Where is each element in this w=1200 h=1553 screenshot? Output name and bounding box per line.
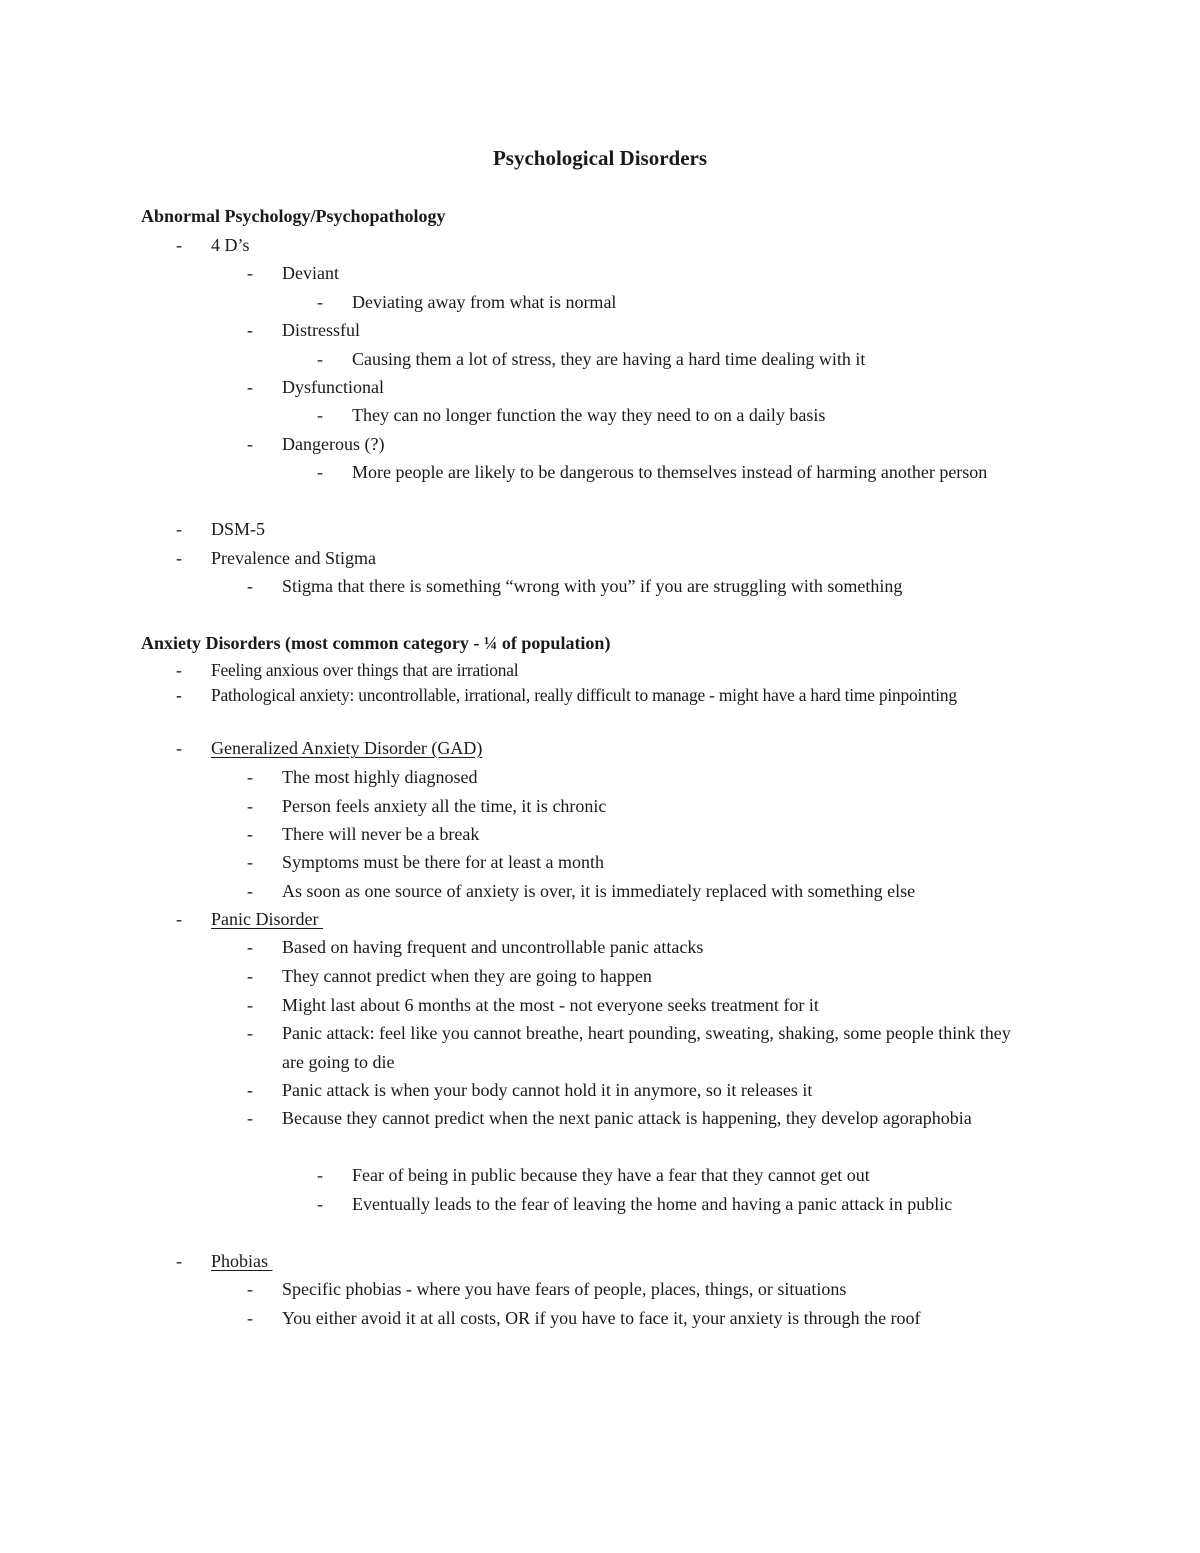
list-item-text: Deviating away from what is normal [352, 292, 617, 312]
list-item [247, 1304, 1077, 1333]
list-item-text-panic-disorder: Panic Disorder [211, 909, 323, 929]
bullet-dash: - [176, 548, 182, 568]
bullet-dash: - [176, 738, 182, 758]
list-item-text: Deviant [282, 263, 339, 283]
list-item-text: The most highly diagnosed [282, 767, 478, 787]
bullet-dash: - [176, 519, 182, 539]
list-item [247, 430, 1077, 459]
list-item-text: DSM-5 [211, 519, 266, 539]
list-item-text: Stigma that there is something “wrong with you” if you are struggling with something [282, 576, 903, 596]
list-item [176, 682, 1016, 708]
list-item [247, 1275, 1077, 1304]
list-item [317, 401, 1077, 430]
bullet-dash: - [247, 966, 253, 986]
bullet-dash: - [176, 909, 182, 929]
bullet-dash: - [176, 1251, 182, 1271]
bullet-dash: - [247, 852, 253, 872]
list-item [247, 933, 1077, 962]
list-item-text: Feeling anxious over things that are irrational [211, 660, 519, 680]
list-item [317, 345, 1077, 374]
list-item-text: They cannot predict when they are going to happen [282, 966, 652, 986]
list-item-text-phobias: Phobias [211, 1251, 273, 1271]
list-item [247, 259, 1077, 288]
list-item-text: Panic attack: feel like you cannot breathe, heart pounding, sweating, shaking, some people think they are going to die [282, 1023, 1011, 1072]
list-item [176, 657, 1076, 683]
bullet-dash: - [317, 292, 323, 312]
bullet-dash: - [247, 881, 253, 901]
bullet-dash: - [247, 995, 253, 1015]
bullet-dash: - [247, 767, 253, 787]
section-heading-abnormal-psychology: Abnormal Psychology/Psychopathology [141, 206, 446, 226]
bullet-dash: - [317, 462, 323, 482]
list-item [176, 544, 1076, 573]
bullet-dash: - [176, 235, 182, 255]
bullet-dash: - [247, 377, 253, 397]
bullet-dash: - [317, 405, 323, 425]
list-item-text: Causing them a lot of stress, they are having a hard time dealing with it [352, 349, 866, 369]
bullet-dash: - [176, 685, 182, 705]
list-item [247, 962, 1077, 991]
list-item [247, 792, 1077, 821]
bullet-dash: - [317, 1165, 323, 1185]
list-item-text: Might last about 6 months at the most - not everyone seeks treatment for it [282, 995, 819, 1015]
list-item-text: Panic attack is when your body cannot hold it in anymore, so it releases it [282, 1080, 813, 1100]
list-item [317, 288, 1077, 317]
list-item-text: As soon as one source of anxiety is over, it is immediately replaced with something else [282, 881, 916, 901]
section-heading-anxiety-disorders: Anxiety Disorders (most common category - ¼ of population) [141, 633, 611, 653]
list-item [247, 877, 1077, 906]
bullet-dash: - [247, 1308, 253, 1328]
list-item [247, 848, 1077, 877]
list-item [247, 1019, 1017, 1076]
list-item [317, 1190, 1027, 1219]
bullet-dash: - [247, 937, 253, 957]
list-item [247, 1076, 1077, 1105]
list-item-text: Pathological anxiety: uncontrollable, irrational, really difficult to manage - might have a hard time pinpointing [211, 685, 957, 705]
list-item [176, 905, 1076, 934]
list-item [247, 316, 1077, 345]
page-title: Psychological Disorders [492, 146, 708, 170]
bullet-dash: - [247, 576, 253, 596]
bullet-dash: - [247, 1279, 253, 1299]
list-item-text: You either avoid it at all costs, OR if you have to face it, your anxiety is through the roof [282, 1308, 921, 1328]
list-item-text: Prevalence and Stigma [211, 548, 376, 568]
list-item-text: Distressful [282, 320, 360, 340]
list-item-text: Eventually leads to the fear of leaving the home and having a panic attack in public [352, 1194, 953, 1214]
bullet-dash: - [317, 349, 323, 369]
list-item [176, 515, 1076, 544]
bullet-dash: - [247, 320, 253, 340]
bullet-dash: - [247, 796, 253, 816]
list-item [317, 1161, 1077, 1190]
list-item [247, 763, 1077, 792]
bullet-dash: - [317, 1194, 323, 1214]
bullet-dash: - [247, 824, 253, 844]
list-item-text: Dysfunctional [282, 377, 384, 397]
list-item-text: Symptoms must be there for at least a month [282, 852, 604, 872]
list-item [247, 373, 1077, 402]
bullet-dash: - [247, 263, 253, 283]
list-item-text: Because they cannot predict when the next panic attack is happening, they develop agoraphobia [282, 1108, 972, 1128]
list-item-text: Fear of being in public because they have a fear that they cannot get out [352, 1165, 870, 1185]
list-item [247, 820, 1077, 849]
list-item-text-gad: Generalized Anxiety Disorder (GAD) [211, 738, 483, 758]
list-item-text: 4 D’s [211, 235, 250, 255]
list-item [317, 458, 1057, 487]
list-item [247, 1104, 1017, 1133]
list-item [176, 1247, 1076, 1276]
bullet-dash: - [247, 1108, 253, 1128]
bullet-dash: - [247, 434, 253, 454]
list-item-text: More people are likely to be dangerous to themselves instead of harming another person [352, 462, 988, 482]
bullet-dash: - [247, 1080, 253, 1100]
list-item-text: Person feels anxiety all the time, it is chronic [282, 796, 607, 816]
list-item-text: There will never be a break [282, 824, 480, 844]
list-item-text: They can no longer function the way they need to on a daily basis [352, 405, 826, 425]
list-item [247, 991, 1077, 1020]
bullet-dash: - [247, 1023, 253, 1043]
list-item-text: Dangerous (?) [282, 434, 385, 454]
list-item [176, 734, 1076, 763]
list-item [176, 231, 1076, 260]
bullet-dash: - [176, 660, 182, 680]
list-item [247, 572, 1077, 601]
list-item-text: Based on having frequent and uncontrollable panic attacks [282, 937, 704, 957]
list-item-text: Specific phobias - where you have fears of people, places, things, or situations [282, 1279, 847, 1299]
